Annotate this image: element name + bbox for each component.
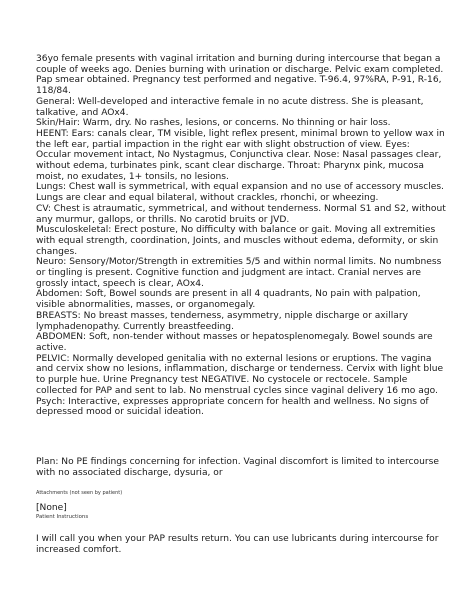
patient-instructions-text: I will call you when your PAP results return. You can use lubricants during intercourse for increased comfort. (36, 534, 439, 555)
note-line-lungs: Lungs: Chest wall is symmetrical, with equal expansion and no use of accessory muscles. Lungs are clear and equal bilateral, without crackles, rhonchi, or wheezing. (36, 182, 444, 204)
patient-instructions-label: Patient Instructions (36, 514, 89, 520)
note-line-abdomen-2: ABDOMEN: Soft, non-tender without masses or hepatosplenomegaly. Bowel sounds are active. (36, 332, 433, 353)
note-line-pelvic: PELVIC: Normally developed genitalia with no external lesions or eruptions. The vagina and cervix show no lesions, inflammation, discharge or tenderness. Cervix with light blue to purple hue. Urine Pregnancy test NEGATIVE. No cystocele or rectocele. Sample collected for PAP and sent to lab. No menstrual cycles since vaginal delivery 16 mo ago. (36, 353, 444, 396)
note-line-psych: Psych: Interactive, expresses appropriate concern for health and wellness. No signs of depressed mood or suicidal ideation. (36, 396, 429, 418)
note-line-heent: HEENT: Ears: canals clear, TM visible, light reflex present, minimal brown to yellow wax in the left ear, partial impaction in the right ear with slight obstruction of view. Eyes: Occular movement intact, No Nystagmus, Conjunctiva clear. Nose: Nasal passages clear, without edema, turbinates pink, scant clear discharge. Throat: Pharynx pink, mucosa moist, no exudates, 1+ tonsils, no lesions. (36, 128, 445, 182)
attachments-value: [None] (36, 503, 67, 513)
clinical-note (36, 54, 446, 418)
note-line-abdomen: Abdomen: Soft, Bowel sounds are present in all 4 quadrants, No pain with palpation, visible abnormalities, masses, or organomegaly. (36, 289, 421, 311)
note-line-neuro: Neuro: Sensory/Motor/Strength in extremities 5/5 and within normal limits. No numbness or tingling is present. Cognitive function and judgment are intact. Cranial nerves are grossly intact, speech is clear, AOx4. (36, 257, 442, 289)
note-line-general: General: Well-developed and interactive female in no acute distress. She is pleasant, talkative, and AOx4. (36, 96, 424, 118)
note-line-skin-hair: Skin/Hair: Warm, dry. No rashes, lesions, or concerns. No thinning or hair loss. (36, 118, 391, 129)
note-line-cv: CV: Chest is atraumatic, symmetrical, and without tenderness. Normal S1 and S2, without any murmur, gallops, or thrills. No carotid bruits or JVD. (36, 203, 446, 225)
note-line-subjective: 36yo female presents with vaginal irritation and burning during intercourse that began a couple of weeks ago. Denies burning with urination or discharge. Pelvic exam completed. Pap smear obtained. Pregnancy test performed and negative. T-96.4, 97%RA, P-91, R-16, 118/84. (36, 54, 444, 97)
attachments-label: Attachments (not seen by patient) (36, 490, 123, 496)
note-line-musculoskeletal: Musculoskeletal: Erect posture, No difficulty with balance or gait. Moving all extremities with equal strength, coordination, Joints, and muscles without edema, deformity, or skin changes. (36, 225, 439, 257)
note-line-breasts: BREASTS: No breast masses, tenderness, asymmetry, nipple discharge or axillary lymphadenopathy. Currently breastfeeding. (36, 310, 408, 332)
plan-text: Plan: No PE findings concerning for infection. Vaginal discomfort is limited to intercourse with no associated discharge, dysuria, or (36, 457, 439, 478)
